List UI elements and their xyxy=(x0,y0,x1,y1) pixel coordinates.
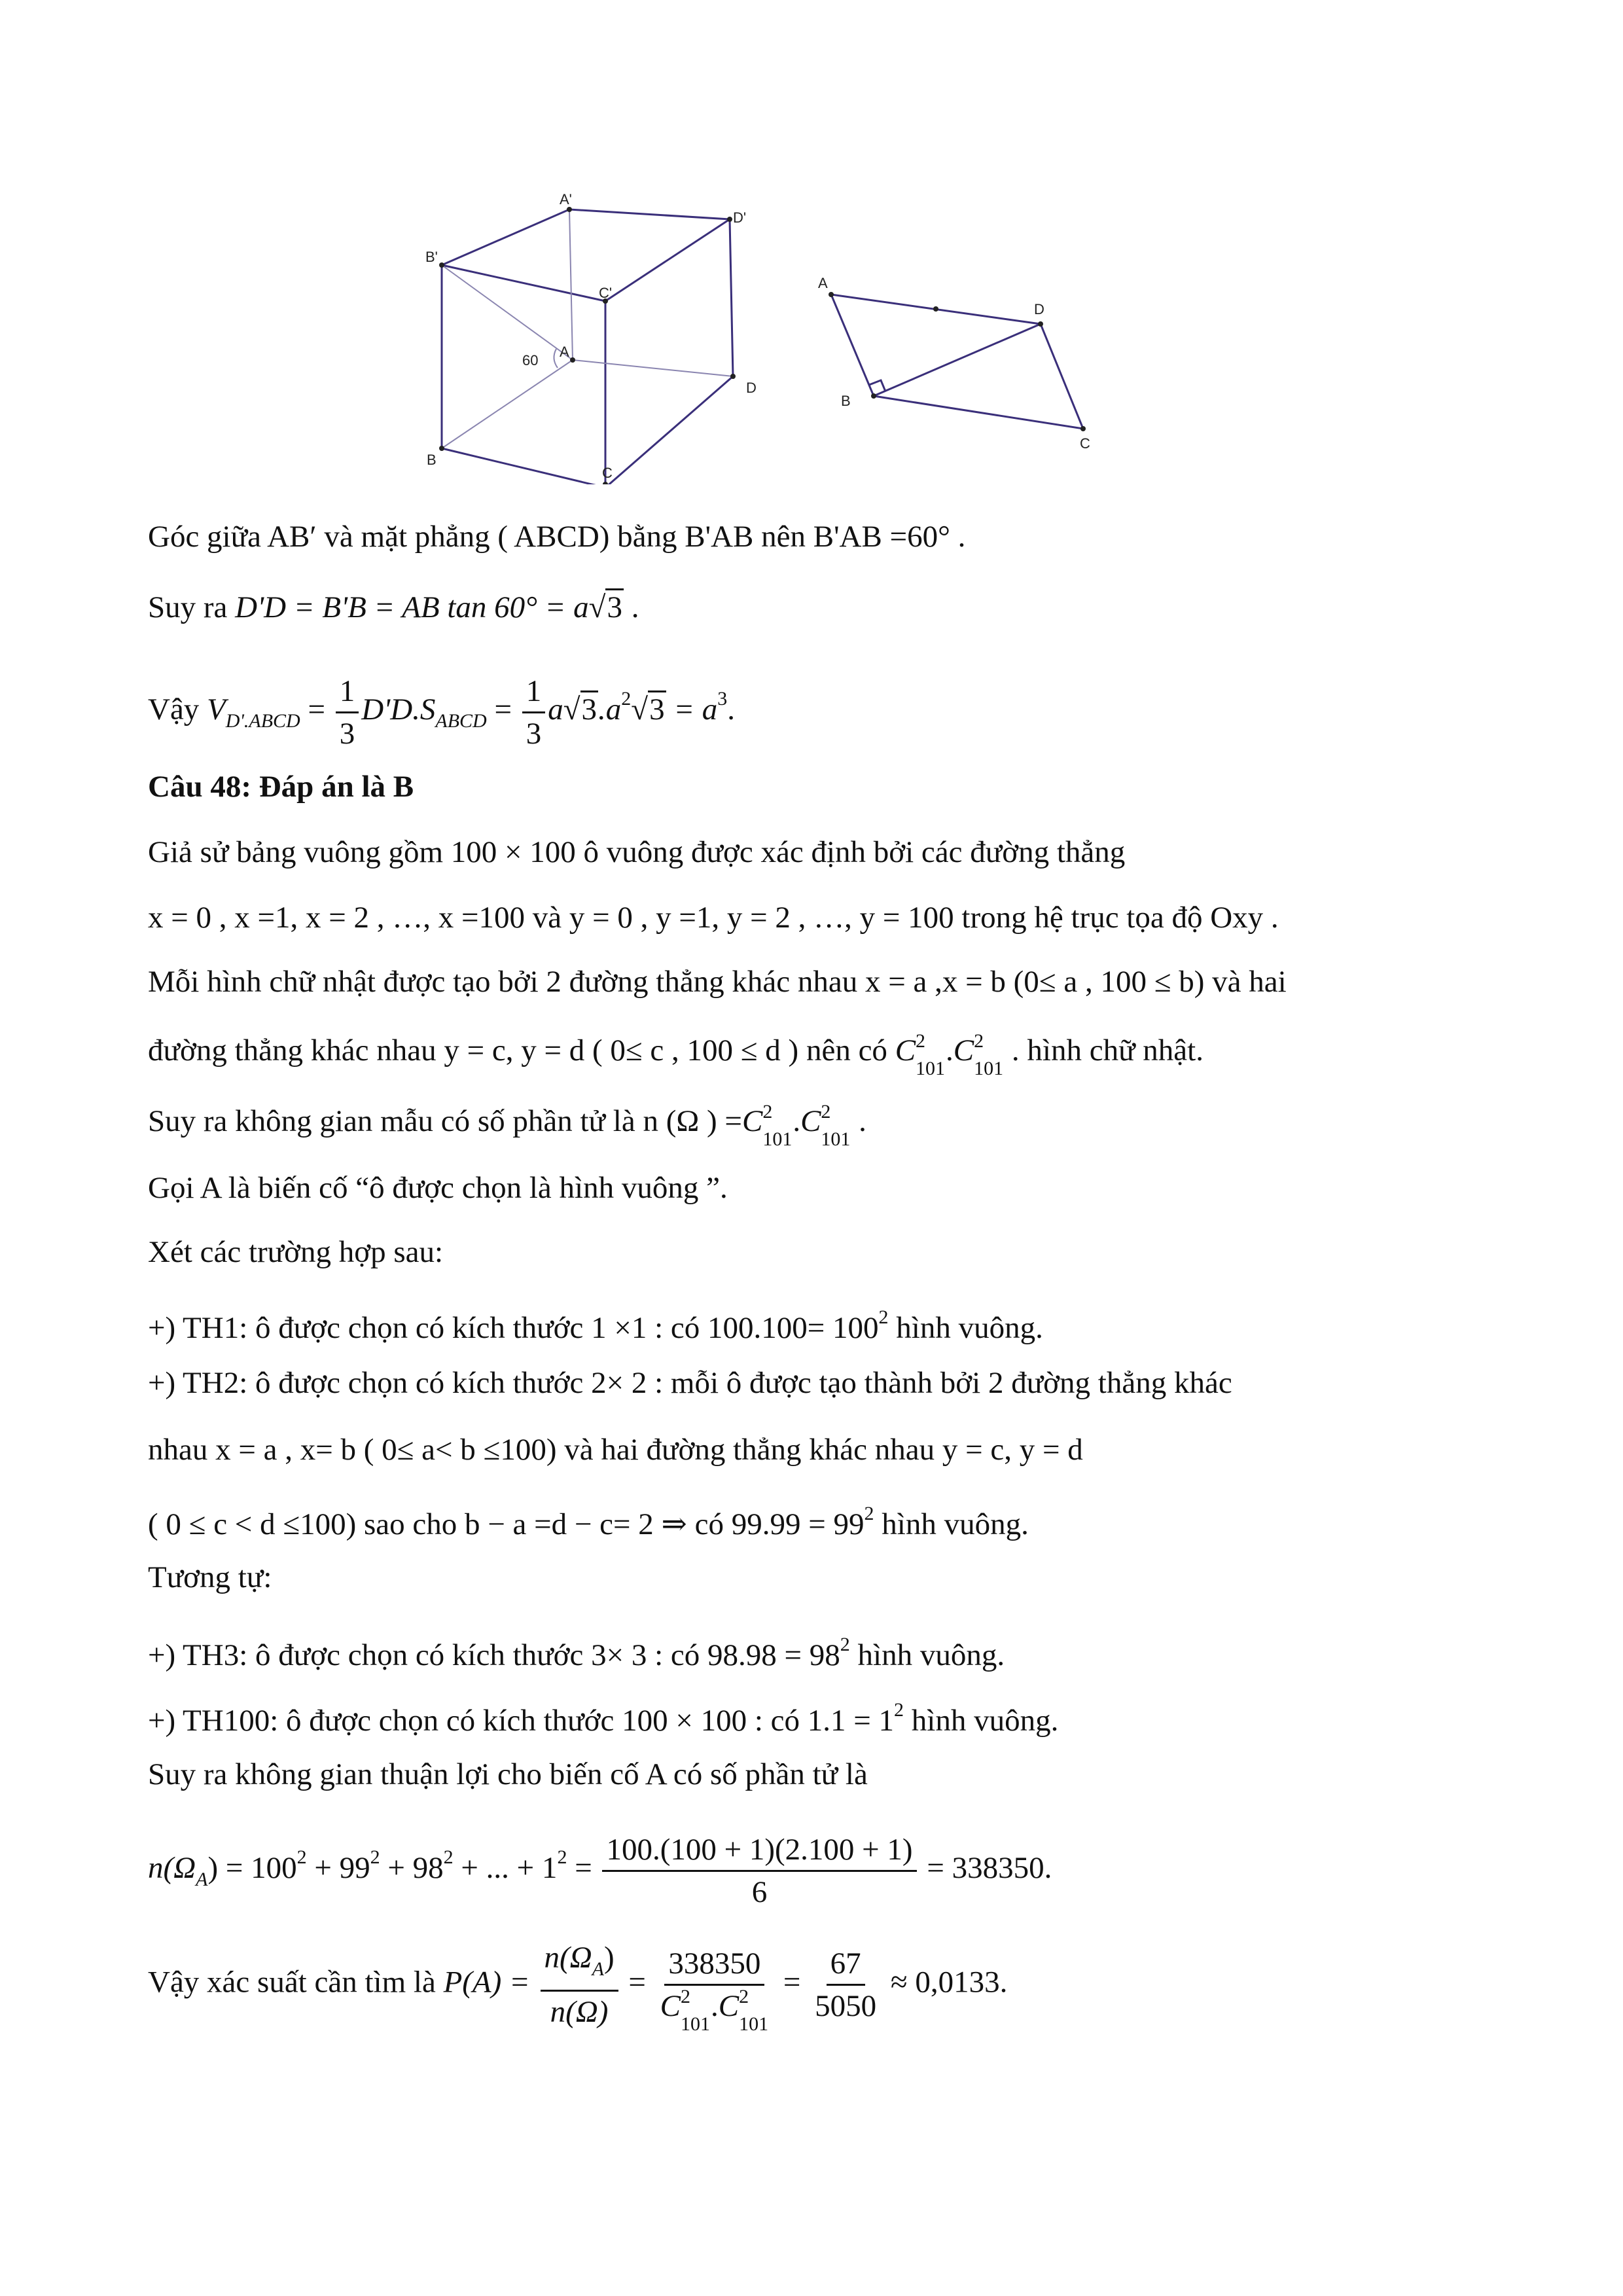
label-b: B xyxy=(427,452,437,468)
paragraph-11: ( 0 ≤ c < d ≤100) sao cho b − a =d − c= 2 ⇒ có $99.99 = 99^2$ hình vuông. xyxy=(148,1503,1029,1541)
paragraph-7: Xét các trường hợp sau: xyxy=(148,1235,444,1269)
formula-omega-a: $n(\Omega_A) = 100^2 + 99^2 + 98^2$ + ... + $1^2$ = $\frac{100.(100 + 1)(2.100 + 1)}{6}$ = 338350. xyxy=(148,1813,1052,1924)
paragraph-14: +) TH100: ô được chọn có kích thước 100 × 100 : có $1.1 = 1^2$ hình vuông. xyxy=(148,1699,1059,1738)
label-a-prime: A' xyxy=(560,191,572,207)
paragraph-15: Suy ra không gian thuận lợi cho biến cố A có số phần tử là xyxy=(148,1757,868,1791)
text-line-2: Suy ra D'D = B'B = AB tan 60° = a√3 . xyxy=(148,588,639,627)
paragraph-4: đường thẳng khác nhau y = c, y = d ( 0≤ c , 100 ≤ d ) nên có C 2 101 .C 2 101 . hình chữ nhật. xyxy=(148,1030,1204,1079)
paragraph-10: nhau x = a , x= b ( 0≤ a< b ≤100) và hai đường thẳng khác nhau y = c, y = d xyxy=(148,1433,1083,1467)
label-c: C xyxy=(602,465,613,481)
paragraph-5: Suy ra không gian mẫu có số phần tử là n (Ω ) =C 2 101 .C 2 101 . xyxy=(148,1101,866,1150)
paragraph-9: +) TH2: ô được chọn có kích thước 2× 2 : mỗi ô được tạo thành bởi 2 đường thẳng khác xyxy=(148,1366,1232,1400)
label-a: A xyxy=(818,275,828,291)
label-c: C xyxy=(1080,435,1090,452)
question-title: Câu 48: Đáp án là B xyxy=(148,770,414,804)
paragraph-13: +) TH3: ô được chọn có kích thước 3× 3 : có $98.98 = 98^2$ hình vuông. xyxy=(148,1634,1005,1672)
box-figure xyxy=(419,190,785,484)
label-a: A xyxy=(560,344,569,360)
parallelogram-figure xyxy=(812,268,1126,458)
label-d-prime: D' xyxy=(733,209,747,226)
label-c-prime: C' xyxy=(599,285,613,301)
label-angle: 60 xyxy=(522,352,539,368)
text-line-1: Góc giữa AB′ và mặt phẳng ( ABCD) bằng B'AB nên B'AB =60° . xyxy=(148,520,966,554)
label-d: D xyxy=(1034,301,1044,317)
formula-probability: Vậy xác suất cần tìm là P(A) = $\frac{n(\Omega_A)}{n(\Omega)}$ = 338350 C 2 101 .C 2 101 = $\frac{67}{5050}$ ≈ 0,0133. xyxy=(148,1937,1007,2032)
paragraph-6: Gọi A là biến cố “ô được chọn là hình vuông ”. xyxy=(148,1171,728,1205)
label-b-prime: B' xyxy=(425,249,438,265)
paragraph-8: +) TH1: ô được chọn có kích thước 1 ×1 : có $100.100= 100^2$ hình vuông. xyxy=(148,1306,1043,1345)
text-line-3: Vậy $V_{D'.ABCD}$ = $\frac{1}{3}$ $D'D.S_{ABCD}$ = $\frac{1}{3}$ $a√3.a^2√3 = a^3$. xyxy=(148,655,735,766)
paragraph-12: Tương tự: xyxy=(148,1560,272,1594)
label-d: D xyxy=(746,380,757,396)
paragraph-1: Giả sử bảng vuông gồm 100 × 100 ô vuông được xác định bởi các đường thẳng xyxy=(148,835,1126,869)
paragraph-3: Mỗi hình chữ nhật được tạo bởi 2 đường thẳng khác nhau x = a ,x = b (0≤ a , 100 ≤ b) và hai xyxy=(148,965,1287,999)
label-b: B xyxy=(841,393,851,409)
paragraph-2: x = 0 , x =1, x = 2 , …, x =100 và y = 0 , y =1, y = 2 , …, y = 100 trong hệ trục tọa độ Oxy . xyxy=(148,901,1279,935)
